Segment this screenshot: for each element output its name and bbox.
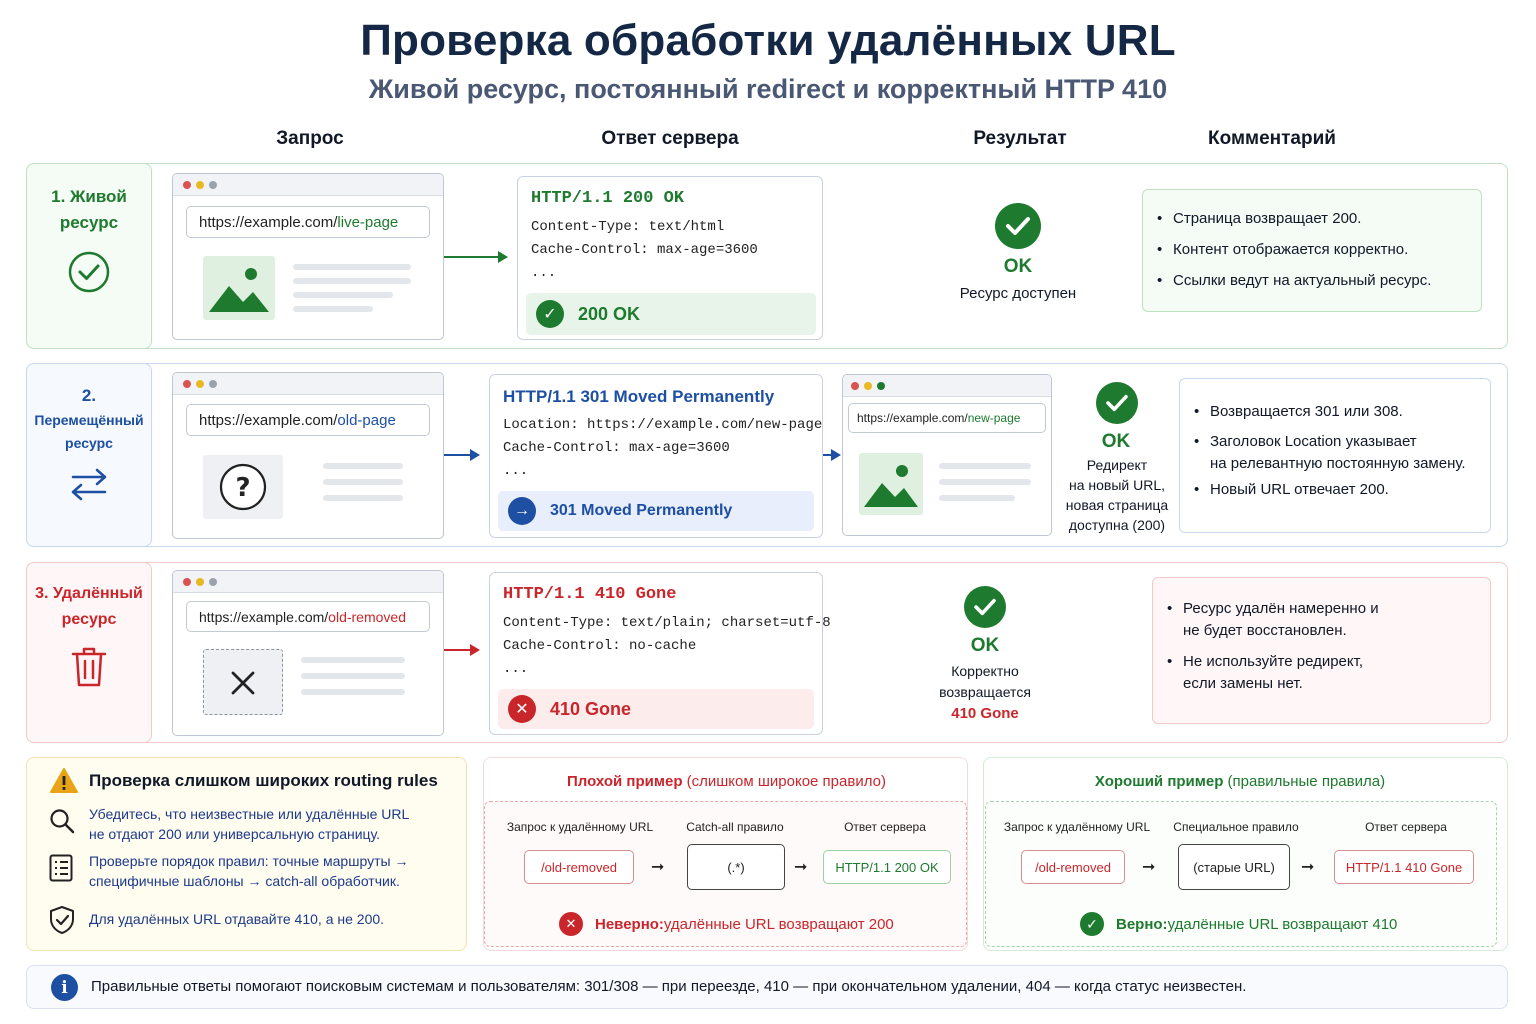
- routing-item-line: специфичные шаблоны → catch-all обработчик.: [89, 873, 400, 889]
- ok-check-icon: [964, 586, 1006, 628]
- comment-item: • Заголовок Location указывает: [1194, 431, 1476, 453]
- row-label-removed: [26, 562, 152, 743]
- comment-item: • Возвращается 301 или 308.: [1194, 401, 1476, 423]
- server-response-200: [517, 176, 823, 340]
- result-code: 410 Gone: [951, 705, 1019, 722]
- response-ellipsis: ...: [531, 265, 557, 281]
- warning-icon: [49, 767, 79, 794]
- info-icon: i: [51, 974, 78, 1001]
- question-icon: [219, 463, 267, 511]
- check-icon: ✓: [1080, 912, 1104, 936]
- flow-arrow: [444, 454, 478, 456]
- good-example-title-rest: (правильные правила): [1223, 773, 1386, 790]
- row-label-moved: [26, 363, 152, 547]
- comment-item: • Не используйте редирект,: [1167, 651, 1476, 673]
- response-ellipsis: ...: [503, 463, 529, 479]
- row-label-line: 1. Живой: [51, 187, 127, 206]
- response-header: Content-Type: text/html: [531, 219, 725, 235]
- flow-header: Ответ сервера: [844, 820, 926, 834]
- row-label-line: Перемещённый: [34, 412, 144, 428]
- response-chip: HTTP/1.1 410 Gone: [1334, 850, 1474, 884]
- bad-verdict: [559, 912, 894, 936]
- response-header: Cache-Control: no-cache: [503, 638, 697, 654]
- result-description: [905, 661, 1065, 724]
- response-header: Location: https://example.com/new-page: [503, 417, 823, 433]
- routing-item: Для удалённых URL отдавайте 410, а не 200.: [89, 911, 385, 927]
- good-verdict-rest: удалённые URL возвращают 410: [1167, 915, 1398, 933]
- good-verdict-bold: Верно:: [1116, 915, 1168, 933]
- svg-text:?: ?: [235, 473, 251, 503]
- response-status-line: HTTP/1.1 200 OK: [531, 189, 685, 208]
- response-header: Cache-Control: max-age=3600: [531, 242, 758, 258]
- bad-verdict-bold: Неверно:: [595, 915, 664, 933]
- url-path: old-page: [337, 411, 396, 429]
- bad-example-title: [484, 773, 969, 790]
- good-example-title-bold: Хороший пример: [1094, 773, 1224, 790]
- check-icon: ✓: [536, 300, 564, 328]
- flow-arrow: [444, 649, 478, 651]
- url-path: live-page: [337, 213, 399, 231]
- image-placeholder-icon: [203, 256, 275, 320]
- close-icon: ✕: [559, 912, 583, 936]
- rule-chip: (старые URL): [1178, 844, 1290, 890]
- list-icon: [49, 854, 73, 882]
- response-status-line: HTTP/1.1 410 Gone: [503, 585, 677, 604]
- browser-window-request: [172, 372, 444, 539]
- request-chip: /old-removed: [1021, 850, 1125, 884]
- comment-item: • Ресурс удалён намеренно и: [1167, 598, 1476, 620]
- row-label-line: 3. Удалённый: [35, 585, 143, 602]
- bad-verdict-rest: удалённые URL возвращают 200: [663, 915, 894, 933]
- flow-arrow: ➞: [1142, 859, 1156, 876]
- result-desc-line: на новый URL,: [1068, 477, 1166, 493]
- url-bar[interactable]: [186, 601, 430, 632]
- status-badge: [498, 689, 814, 729]
- swap-arrows-icon: [69, 464, 109, 504]
- good-example-flow: [985, 801, 1497, 947]
- routing-item-line: не отдают 200 или универсальную страницу.: [89, 826, 381, 842]
- page-title: Проверка обработки удалённых URL: [360, 16, 1176, 65]
- comment-box-live: [1142, 189, 1482, 312]
- row-label-line: 2.: [81, 386, 97, 405]
- result-description: Ресурс доступен: [959, 285, 1077, 302]
- url-base: https://example.com/: [199, 213, 338, 231]
- search-icon: [49, 808, 75, 834]
- result-ok: OK: [970, 635, 1000, 656]
- comment-box-moved: [1179, 378, 1491, 533]
- flow-header: Catch-all правило: [686, 820, 784, 834]
- status-label: 301 Moved Permanently: [550, 502, 733, 519]
- flow-arrow: [444, 256, 506, 258]
- shield-check-icon: [49, 905, 75, 935]
- column-header-result: Результат: [973, 128, 1067, 149]
- bad-example-panel: [483, 757, 968, 951]
- routing-item-line: Убедитесь, что неизвестные или удалённые URL: [89, 806, 410, 822]
- server-response-301: [489, 374, 823, 538]
- row-label-line: ресурс: [59, 213, 119, 232]
- close-icon: [230, 670, 256, 696]
- url-bar[interactable]: [848, 403, 1046, 433]
- bad-example-title-bold: Плохой пример: [567, 773, 683, 790]
- column-header-comment: Комментарий: [1208, 128, 1336, 149]
- good-verdict: [1080, 912, 1397, 936]
- url-bar[interactable]: [186, 404, 430, 436]
- url-path: old-removed: [328, 608, 406, 625]
- flow-header: Запрос к удалённому URL: [506, 820, 654, 834]
- response-header: Cache-Control: max-age=3600: [503, 440, 730, 456]
- result-description: [1056, 455, 1178, 535]
- url-bar[interactable]: [186, 206, 430, 238]
- routing-title: Проверка слишком широких routing rules: [89, 771, 438, 790]
- footer-text: Правильные ответы помогают поисковым системам и пользователям: 301/308 — при переезде, 410 — при окончательном удалении, 404 — когда статус неизвестен.: [91, 978, 1247, 995]
- removed-page-placeholder: [203, 649, 283, 715]
- flow-header: Специальное правило: [1173, 820, 1299, 834]
- row-label-line: ресурс: [61, 611, 117, 628]
- result-desc-line: Редирект: [1086, 457, 1148, 473]
- rule-chip: (.*): [687, 844, 785, 890]
- request-chip: /old-removed: [524, 850, 634, 884]
- flow-arrow: [823, 454, 839, 456]
- row-label-live: [26, 163, 152, 349]
- flow-arrow: ➞: [651, 859, 665, 876]
- response-ellipsis: ...: [503, 661, 529, 677]
- response-chip: HTTP/1.1 200 OK: [823, 850, 951, 884]
- response-status-line: HTTP/1.1 301 Moved Permanently: [503, 387, 775, 406]
- flow-arrow: ➞: [1301, 859, 1315, 876]
- flow-header: Ответ сервера: [1365, 820, 1447, 834]
- result-desc-line: возвращается: [939, 684, 1031, 700]
- comment-box-removed: [1152, 577, 1491, 724]
- comment-item: • Ссылки ведут на актуальный ресурс.: [1157, 270, 1467, 292]
- server-response-410: [489, 572, 831, 735]
- trash-icon: [69, 645, 109, 689]
- result-ok: OK: [1003, 256, 1033, 277]
- result-desc-line: новая страница: [1065, 497, 1169, 513]
- status-badge: [498, 491, 814, 531]
- close-icon: ✕: [508, 695, 536, 723]
- row-label-line: ресурс: [65, 435, 113, 451]
- comment-continuation: не будет восстановлен.: [1183, 622, 1347, 639]
- comment-item: • Новый URL отвечает 200.: [1194, 479, 1476, 501]
- check-circle-icon: [67, 250, 111, 294]
- browser-window-request: [172, 173, 444, 340]
- column-header-response: Ответ сервера: [601, 128, 739, 149]
- unknown-page-placeholder: [203, 455, 283, 519]
- column-header-request: Запрос: [276, 128, 344, 149]
- routing-item: [89, 851, 408, 891]
- result-ok: OK: [1101, 431, 1131, 452]
- bad-example-flow: [484, 801, 967, 947]
- routing-item: [89, 804, 409, 844]
- browser-window-new-page: [842, 374, 1052, 536]
- arrow-right-icon: →: [508, 497, 536, 525]
- response-header: Content-Type: text/plain; charset=utf-8: [503, 615, 831, 631]
- comment-item: • Страница возвращает 200.: [1157, 208, 1467, 230]
- good-example-panel: [983, 757, 1508, 951]
- image-placeholder-icon: [859, 453, 923, 515]
- status-label: 410 Gone: [550, 698, 632, 719]
- ok-check-icon: [1096, 382, 1138, 424]
- good-example-title: [984, 773, 1496, 790]
- result-desc-line: Корректно: [951, 663, 1019, 679]
- url-path: new-page: [967, 411, 1021, 425]
- flow-arrow: ➞: [794, 859, 808, 876]
- status-badge: [526, 293, 816, 335]
- browser-window-request: [172, 570, 444, 736]
- status-label: 200 OK: [578, 303, 641, 324]
- flow-header: Запрос к удалённому URL: [1003, 820, 1151, 834]
- url-base: https://example.com/: [857, 411, 968, 425]
- result-desc-line: доступна (200): [1068, 517, 1166, 533]
- comment-continuation: на релевантную постоянную замену.: [1210, 455, 1466, 472]
- comment-continuation: если замены нет.: [1183, 675, 1303, 692]
- ok-check-icon: [995, 203, 1041, 249]
- info-footer: [26, 965, 1508, 1009]
- url-base: https://example.com/: [199, 411, 338, 429]
- bad-example-title-rest: (слишком широкое правило): [682, 773, 886, 790]
- routing-item-line: Проверьте порядок правил: точные маршруты →: [89, 853, 409, 869]
- url-base: https://example.com/: [199, 608, 329, 625]
- comment-item: • Контент отображается корректно.: [1157, 239, 1467, 261]
- routing-rules-panel: [26, 757, 467, 951]
- page-subtitle: Живой ресурс, постоянный redirect и корректный HTTP 410: [368, 74, 1168, 104]
